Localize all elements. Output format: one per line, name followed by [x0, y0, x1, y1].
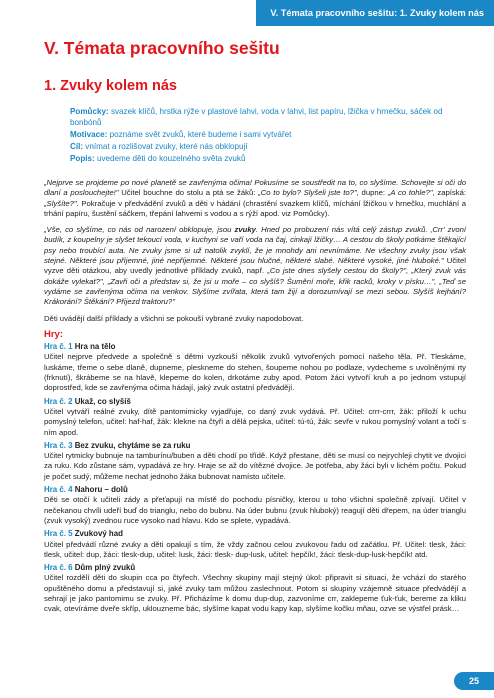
game-heading	[44, 563, 466, 573]
text-italic: . Hned po probuzení nás vítá celý zástup zvuků. ‚Crr' zvoní budík, z koupelny je slyšet tekoucí voda, v kuchyni se vaří voda na čaj, cinkají lžičky… A cestou do školy potkáme štěkající psy nebo troubící auta. Ne zvuky jsme si už natolik zvyklí, že je mnohdy ani nevnímáme. Ne všechny zvuky jsou však stejné. Některé jsou příjemné, jiné nepříjemné. Některé jsou hlučné, některé slabé. Některé vysoké, jiné hluboké."	[44, 225, 466, 266]
text-italic: „Slyšíte?"	[44, 198, 77, 208]
meta-text: uvedeme děti do kouzelného světa zvuků	[96, 154, 246, 163]
text: . Pokračuje v předvádění zvuků a děti v hádání (chrastění svazkem klíčů, míchání lžičkou v hrnečku, muchlání a trhání papíru, šustění sáčkem, třepání lahvemi s vodou a s rýží apod. viz Pomůcky).	[44, 198, 466, 218]
meta-row-motivace	[70, 129, 464, 140]
game-text: Učitel rytmicky bubnuje na tamburínu/buben a děti chodí po třídě. Když přestane, děti se musí co nejrychleji chytit ve dvojici za ruku. Kdo zůstane sám, vypadává ze hry. Hraje se až do vítězné dvojice. Je potřeba, aby žáci byli v lichém počtu. Pokud je počet sudý, můžeme nechat jednoho žáka bubnovat namísto učitele.	[44, 451, 466, 481]
meta-row-cil	[70, 141, 464, 152]
game-title: Dům plný zvuků	[74, 563, 136, 573]
game-3	[44, 441, 466, 482]
game-text: Učitel vytváří reálné zvuky, dítě pantomimicky vyjadřuje, co daný zvuk vydává. Př. Učitel: crrr-crrr, žák: přiloží k uchu pomyslný telefon, učitel: haf-haf, žák: klekne na čtyři a dělá pejska, učitel: tú-tú, žák: sevře v rukou pomyslný volant a točí s ním apod.	[44, 406, 466, 437]
game-heading	[44, 342, 466, 352]
game-text: Učitel rozdělí děti do skupin cca po čtyřech. Všechny skupiny mají stejný úkol: připravit si situaci, že vchází do starého opuštěného domu a představují si, jaké zvuky tam můžou zaslechnout. Potom si skupiny vzájemně situace předvádějí a sehrají je jako pantomimu se zvuky. Př. Přicházíme k domu dup-dup, zazvoníme crr, zaklepeme ťuk-ťuk, bereme za kliku cvak, otevíráme dveře skříp, uklouzneme bác, slyšíme kapat vodu kapy kap, slyšíme kočku mňau, ozve se výstřel prásk…	[44, 573, 466, 614]
game-4	[44, 485, 466, 526]
meta-label: Popis:	[70, 154, 95, 163]
game-label: Hra č. 3	[44, 440, 73, 450]
game-title: Ukaž, co slyšíš	[74, 396, 131, 406]
text-bold: zvuky	[234, 225, 256, 235]
paragraph-intro	[44, 178, 466, 219]
paragraph-zvuky	[44, 225, 466, 307]
text: Učitel vyzve děti otázkou, aby uvedly jednotlivé příklady zvuků, např.	[44, 256, 466, 276]
game-heading	[44, 485, 466, 495]
text-italic: „A co tohle?"	[387, 188, 433, 198]
game-heading	[44, 529, 466, 539]
game-6	[44, 563, 466, 614]
game-heading	[44, 441, 466, 451]
game-heading	[44, 397, 466, 407]
meta-label: Motivace:	[70, 130, 108, 139]
text-italic: „Co jste dnes slyšely cestou do školy?", „Který zvuk vás dokáže vylekat?", „Zavři oči a představ si, že jsi u moře – co slyšíš? Šumění moře, křik racků, kroky v písku…", „Teď se vydáme se zavřenýma očima na venkov. Slyšíme zvířata, která tam žijí a dorozumívají se mezi sebou. Slyšíš kejhání? Krákorání? Štěkání? Přijezd traktoru?"	[44, 266, 466, 307]
games-heading: Hry:	[44, 328, 64, 340]
meta-row-pomucky	[70, 106, 464, 128]
text-italic: „Vše, co slyšíme, co nás od narození obklopuje, jsou	[44, 225, 235, 235]
game-text: Děti se otočí k učiteli zády a přeťapují na místě do pochodu písničky, kterou u toho všichni společně zpívají. Učitel v nečekanou chvíli udeří buď do trianglu, nebo do bubnu. Na úder bubnu (zvuk hluboký) reagují děti dřepem, na úder trianglu (zvuk vysoký) zvednou ruce vysoko nad hlavu. Kdo se splete, vypadává.	[44, 495, 466, 525]
meta-row-popis	[70, 153, 464, 164]
game-1	[44, 342, 466, 393]
meta-text: vnímat a rozlišovat zvuky, které nás obklopují	[85, 142, 248, 151]
section-title: V. Témata pracovního sešitu	[44, 38, 280, 58]
meta-text: svazek klíčů, hrstka rýže v plastové lahvi, voda v lahvi, list papíru, lžička v hrnečku, sáček od bonbónů	[70, 107, 443, 127]
meta-label: Pomůcky:	[70, 107, 109, 116]
page-number: 25	[454, 672, 494, 690]
meta-label: Cíl:	[70, 142, 84, 151]
game-title: Nahoru – dolů	[74, 485, 128, 495]
paragraph-examples: Děti uvádějí další příklady a všichni se pokouší vybrané zvuky napodobovat.	[44, 313, 304, 323]
text-italic: „Nejprve se projdeme po nové planetě se zavřenýma očima! Pokusíme se soustředit na to, co slyšíme. Schovejte si oči do dlaní a poslouchejte!"	[44, 178, 466, 198]
game-title: Hra na tělo	[74, 342, 116, 352]
game-text: Učitel nejprve předvede a společně s dětmi vyzkouší několik zvuků vytvořených pomocí našeho těla. Př. Tleskáme, luskáme, třeme o sebe dlaně, dupneme, pleskneme do stehen, šoupeme nohou po podlaze, vydecheme s uvolněnými rty (frknutí), škrábeme se na hlavě, klepeme do kolen, drkotáme zuby apod. Potom žáci vytvoří kruh a po jednom vstupují doprostřed, kde se zavřenýma očima hádají, jaký zvuk ostatní předvádějí.	[44, 352, 466, 393]
game-label: Hra č. 1	[44, 342, 73, 352]
game-text: Učitel předvádí různé zvuky a děti opakují s tím, že vždy začnou celou zvukovou řadu od začátku. Př. Učitel: tlesk, žáci: tlesk, učitel: dup, žáci: tlesk-dup, učitel: lusk, žáci: tlesk- dup-lusk, učitel: hepčík!, žáci: tlesk-dup-lusk-hepčík! atd.	[44, 539, 466, 559]
text: , zapíská:	[432, 188, 467, 198]
game-label: Hra č. 6	[44, 563, 73, 573]
subsection-title: 1. Zvuky kolem nás	[44, 78, 177, 94]
game-title: Zvukový had	[74, 529, 123, 539]
game-label: Hra č. 4	[44, 485, 73, 495]
lesson-meta	[70, 106, 464, 165]
game-5	[44, 529, 466, 560]
meta-text: poznáme svět zvuků, které budeme i sami vytvářet	[109, 130, 292, 139]
game-label: Hra č. 2	[44, 396, 73, 406]
text: Učitel bouchne do stolu a ptá se žáků:	[118, 188, 259, 198]
body-text	[44, 178, 466, 618]
game-label: Hra č. 5	[44, 529, 73, 539]
game-2	[44, 397, 466, 438]
text: , dupne:	[356, 188, 388, 198]
running-header: V. Témata pracovního sešitu: 1. Zvuky kolem nás	[256, 0, 494, 26]
text-italic: „Co to bylo? Slyšeli jste to?"	[258, 188, 357, 198]
game-title: Bez zvuku, chytáme se za ruku	[74, 440, 191, 450]
